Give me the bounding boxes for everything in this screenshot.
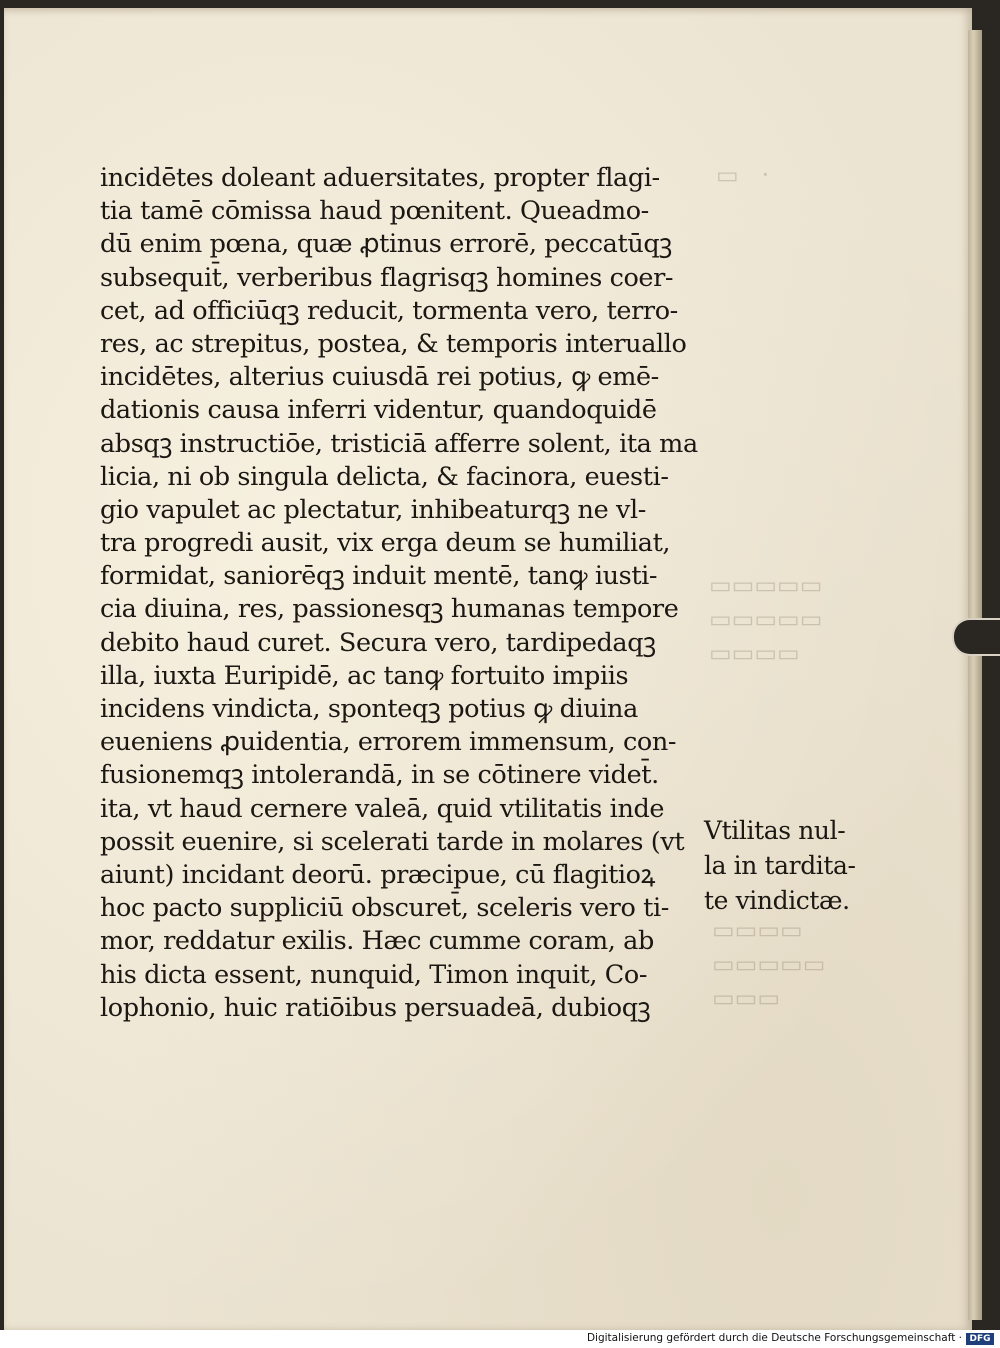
show-through-marginalia-bottom: ▭▭▭▭ ▭▭▭▭▭ ▭▭▭: [712, 916, 826, 1012]
show-through-marginalia-middle: ▭▭▭▭▭ ▭▭▭▭▭ ▭▭▭▭: [709, 571, 823, 667]
text-line: gio vapulet ac plectatur, inhibeaturqꝫ ne vl‑: [100, 494, 646, 525]
marginal-line: Vtilitas nul‑: [704, 816, 846, 845]
text-line: subsequit̄, verberibus flagrisqꝫ homines coer‑: [100, 262, 674, 293]
text-line: dū enim pœna, quæ ꝓtinus errorē, peccatūqꝫ: [100, 229, 672, 260]
text-line: debito haud curet. Secura vero, tardipedaqꝫ: [100, 627, 656, 658]
text-line: cia diuina, res, passionesqꝫ humanas tempore: [100, 594, 679, 625]
text-line: cet, ad officiūqꝫ reducit, tormenta vero, terro‑: [100, 295, 678, 326]
text-line: aiunt) incidant deorū. præcipue, cū flagitioꝝ: [100, 859, 655, 890]
text-line: ita, vt haud cernere valeā, quid vtilitatis inde: [100, 793, 665, 824]
show-through-marginalia-top: ▭ ·: [716, 161, 770, 189]
text-line: incidētes, alterius cuiusdā rei potius, ꝙ emē‑: [100, 362, 659, 393]
text-line: formidat, saniorēqꝫ induit mentē, tanꝙ iusti‑: [100, 561, 658, 592]
text-line: dationis causa inferri videntur, quandoquidē: [100, 395, 657, 426]
marginal-line: te vindictæ.: [704, 886, 850, 915]
footer-credit: Digitalisierung gefördert durch die Deutsche Forschungsgemeinschaft ·: [586, 1332, 962, 1344]
text-line: eueniens ꝓuidentia, errorem immensum, con‑: [100, 727, 677, 758]
text-line: mor, reddatur exilis. Hæc cumme coram, ab: [100, 926, 654, 957]
text-line: lophonio, huic ratiōibus persuadeā, dubioqꝫ: [100, 992, 651, 1023]
text-line: fusionemqꝫ intolerandā, in se cōtinere videt̄.: [100, 760, 659, 791]
dfg-logo-icon: DFG: [966, 1333, 994, 1345]
text-line: incidētes doleant aduersitates, propter flagi‑: [100, 163, 660, 193]
text-line: tra progredi ausit, vix erga deum se humiliat,: [100, 528, 671, 559]
text-line: hoc pacto suppliciū obscuret̄, sceleris vero ti‑: [100, 893, 669, 924]
page-edge-tab: [952, 618, 1000, 656]
text-line: absqꝫ instructiōe, tristiciā afferre solent, ita ma: [100, 428, 698, 459]
book-page: [4, 8, 972, 1330]
text-line: res, ac strepitus, postea, & temporis interuallo: [100, 328, 687, 359]
text-line: tia tamē cōmissa haud pœnitent. Queadmo‑: [100, 196, 649, 227]
text-line: licia, ni ob singula delicta, & facinora, euesti‑: [100, 461, 669, 492]
marginal-line: la in tardita‑: [704, 851, 856, 880]
marginal-note: [704, 813, 856, 918]
text-line: incidens vindicta, sponteqꝫ potius ꝙ diuina: [100, 694, 638, 724]
text-line: illa, iuxta Euripidē, ac tanꝙ fortuito impiis: [100, 660, 629, 691]
main-text-block: [100, 162, 700, 1025]
text-line: his dicta essent, nunquid, Timon inquit, Co‑: [100, 959, 648, 990]
text-line: possit euenire, si scelerati tarde in molares (vt: [100, 826, 685, 857]
page-block-edge: [968, 30, 982, 1320]
